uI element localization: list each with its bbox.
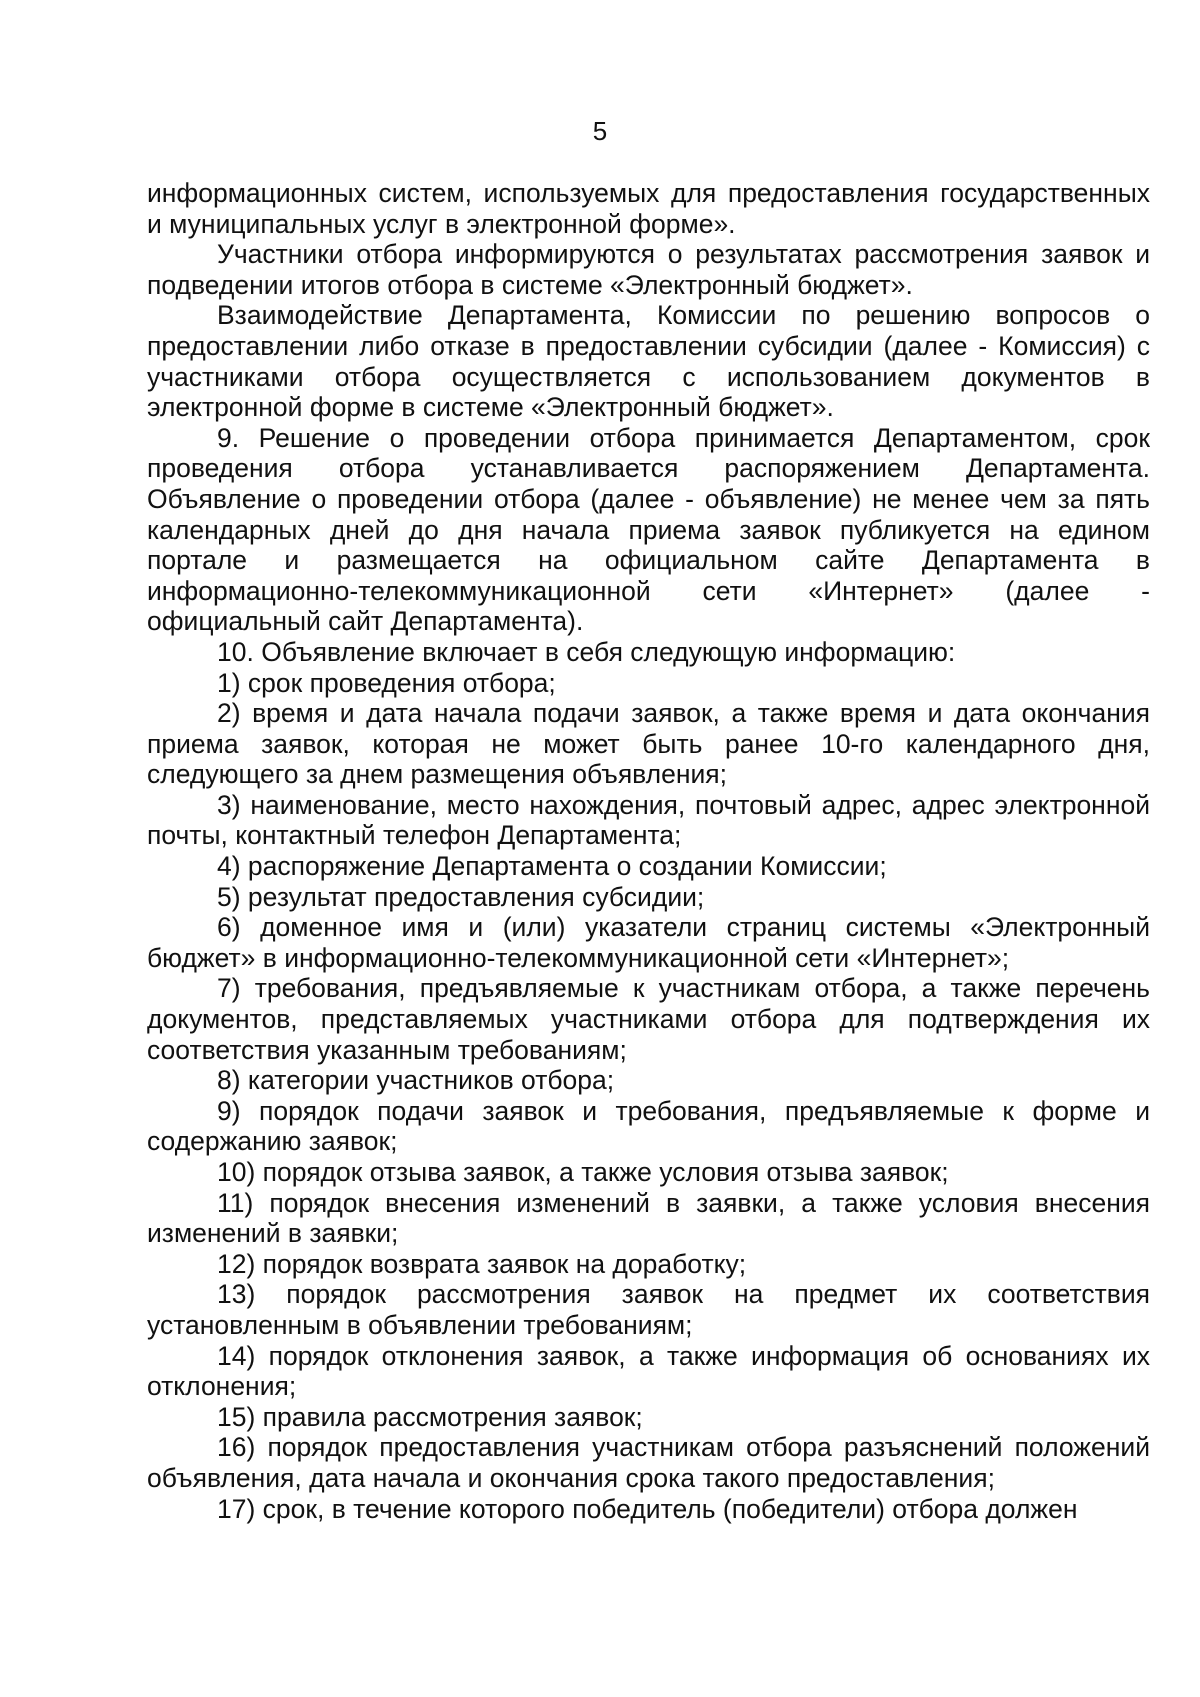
paragraph-item-10: 10. Объявление включает в себя следующую информацию: xyxy=(217,636,956,667)
list-item-9: 9) порядок подачи заявок и требования, предъявляемые к форме и содержанию заявок; xyxy=(147,1095,1150,1157)
list-item-12: 12) порядок возврата заявок на доработку; xyxy=(217,1248,747,1279)
list-item-5: 5) результат предоставления субсидии; xyxy=(217,881,705,912)
list-item-6: 6) доменное имя и (или) указатели страниц системы «Электронный бюджет» в информационно-телекоммуникационной сети «Интернет»; xyxy=(147,912,1150,973)
paragraph-item-9: 9. Решение о проведении отбора принимается Департаментом, срок проведения отбора устанавливается распоряжением Департамента. Объявление о проведении отбора (далее - объявление) не менее чем за пять календарных дней до дня начала приема заявок публикуется на едином портале и размещается на официальном сайте Департамента в информационно-телекоммуникационной сети «Интернет» (далее - официальный сайт Департамента). xyxy=(147,422,1150,637)
list-item-11: 11) порядок внесения изменений в заявки, а также условия внесения изменений в заявки; xyxy=(147,1187,1150,1249)
list-item-17: 17) срок, в течение которого победитель (победители) отбора должен xyxy=(217,1493,1078,1524)
list-item-10: 10) порядок отзыва заявок, а также условия отзыва заявок; xyxy=(217,1157,949,1187)
document-body xyxy=(147,178,1150,1524)
list-item-8: 8) категории участников отбора; xyxy=(217,1065,615,1096)
list-item-2: 2) время и дата начала подачи заявок, а также время и дата окончания приема заявок, которая не может быть ранее 10-го календарного дня, следующего за днем размещения объявления; xyxy=(147,698,1150,790)
list-item-7: 7) требования, предъявляемые к участникам отбора, а также перечень документов, представляемых участниками отбора для подтверждения их соответствия указанным требованиям; xyxy=(147,973,1150,1065)
list-item-1: 1) срок проведения отбора; xyxy=(217,667,556,698)
list-item-13: 13) порядок рассмотрения заявок на предмет их соответствия установленным в объявлении требованиям; xyxy=(147,1279,1150,1340)
paragraph-interaction: Взаимодействие Департамента, Комиссии по решению вопросов о предоставлении либо отказе в предоставлении субсидии (далее - Комиссия) с участниками отбора осуществляется с использованием документов в электронной форме в системе «Электронный бюджет». xyxy=(147,300,1150,423)
list-item-15: 15) правила рассмотрения заявок; xyxy=(217,1401,643,1432)
page-number: 5 xyxy=(592,116,608,146)
list-item-14: 14) порядок отклонения заявок, а также информация об основаниях их отклонения; xyxy=(147,1340,1150,1402)
list-item-16: 16) порядок предоставления участникам отбора разъяснений положений объявления, дата начала и окончания срока такого предоставления; xyxy=(147,1432,1150,1493)
paragraph-participants-informed: Участники отбора информируются о результатах рассмотрения заявок и подведении итогов отбора в системе «Электронный бюджет». xyxy=(147,239,1150,300)
list-item-4: 4) распоряжение Департамента о создании Комиссии; xyxy=(217,851,887,882)
list-item-3: 3) наименование, место нахождения, почтовый адрес, адрес электронной почты, контактный телефон Департамента; xyxy=(147,789,1150,851)
paragraph-continuation: информационных систем, используемых для предоставления государственных и муниципальных услуг в электронной форме». xyxy=(147,178,1150,239)
